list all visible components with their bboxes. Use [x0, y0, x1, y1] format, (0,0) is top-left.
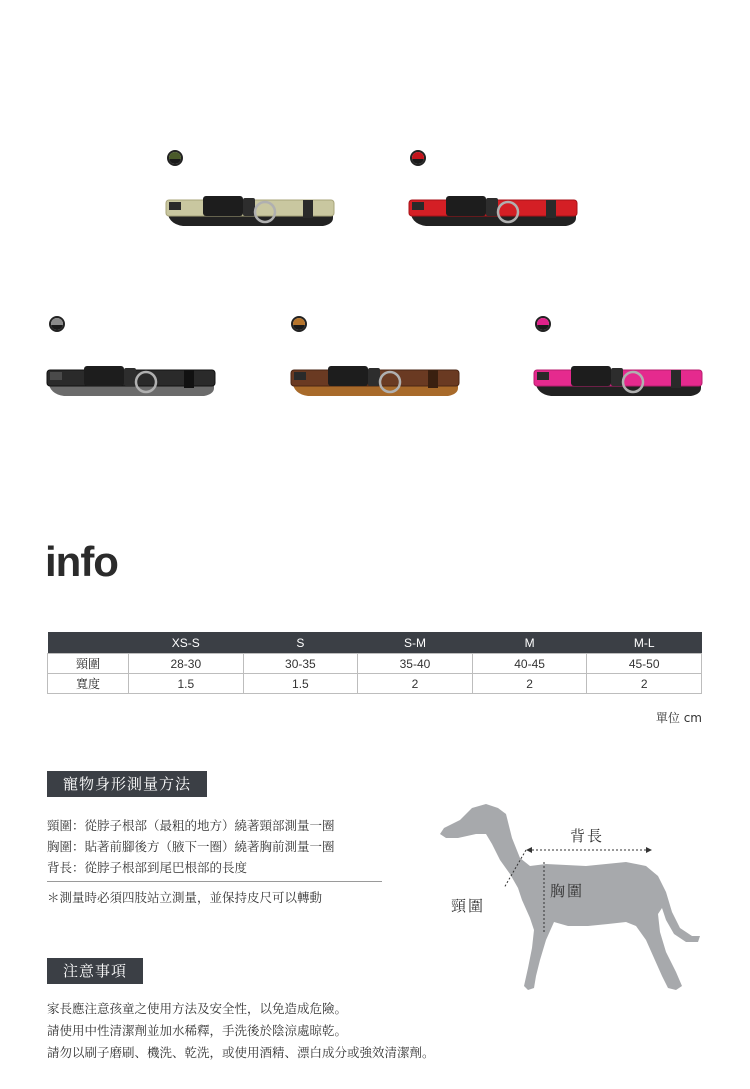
row-label: 頸圍	[48, 654, 129, 674]
unit-note: 單位 cm	[655, 711, 702, 725]
back-length-label: 背長	[570, 827, 605, 845]
caution-line: 請勿以刷子磨刷、機洗、乾洗，或使用酒精、漂白成分或強效清潔劑。	[47, 1045, 435, 1060]
table-cell: 35-40	[358, 654, 473, 674]
olive-swatch[interactable]	[167, 150, 183, 166]
measure-note: ＊測量時必須四肢站立測量，並保持皮尺可以轉動	[47, 890, 323, 905]
back-length-arrow-right	[646, 847, 652, 853]
table-cell: 2	[358, 674, 473, 694]
chest-label: 胸圍	[550, 882, 585, 900]
back-length-arrow-left	[526, 847, 532, 853]
size-col-header: XS-S	[129, 632, 244, 654]
info-heading: info	[45, 538, 118, 585]
caution-list	[47, 998, 435, 1064]
caution-line: 家長應注意孩童之使用方法及安全性，以免造成危險。	[47, 1001, 348, 1016]
collar-image-brown	[288, 360, 463, 400]
measure-instructions	[47, 815, 335, 878]
table-cell: 45-50	[587, 654, 702, 674]
table-cell: 2	[587, 674, 702, 694]
measure-line-neck: 頸圍：從脖子根部（最粗的地方）繞著頸部測量一圈	[47, 818, 335, 833]
table-cell: 1.5	[129, 674, 244, 694]
size-col-header: M-L	[587, 632, 702, 654]
table-row	[48, 674, 702, 694]
collar-image-olive	[163, 190, 338, 230]
brown-swatch[interactable]	[291, 316, 307, 332]
size-col-header: S-M	[358, 632, 473, 654]
divider	[47, 881, 382, 882]
neck-guide	[504, 850, 526, 888]
row-label: 寬度	[48, 674, 129, 694]
red-swatch[interactable]	[410, 150, 426, 166]
size-table	[47, 632, 702, 694]
size-table-corner	[48, 632, 129, 654]
measure-line-chest: 胸圍：貼著前腳後方（腋下一圈）繞著胸前測量一圈	[47, 839, 335, 854]
collar-image-pink	[531, 360, 706, 400]
table-cell: 30-35	[243, 654, 358, 674]
table-cell: 1.5	[243, 674, 358, 694]
measure-line-back: 背長：從脖子根部到尾巴根部的長度	[47, 860, 248, 875]
measure-section-title: 寵物身形測量方法	[47, 771, 207, 797]
size-col-header: M	[472, 632, 587, 654]
table-cell: 2	[472, 674, 587, 694]
caution-line: 請使用中性清潔劑並加水稀釋，手洗後於陰涼處晾乾。	[47, 1023, 348, 1038]
neck-label: 頸圍	[451, 897, 486, 915]
table-cell: 28-30	[129, 654, 244, 674]
size-col-header: S	[243, 632, 358, 654]
black-swatch[interactable]	[49, 316, 65, 332]
caution-section-title: 注意事項	[47, 958, 143, 984]
size-table-header	[48, 632, 702, 654]
collar-image-red	[406, 190, 581, 230]
collar-image-black	[44, 360, 219, 400]
table-row	[48, 654, 702, 674]
pink-swatch[interactable]	[535, 316, 551, 332]
table-cell: 40-45	[472, 654, 587, 674]
